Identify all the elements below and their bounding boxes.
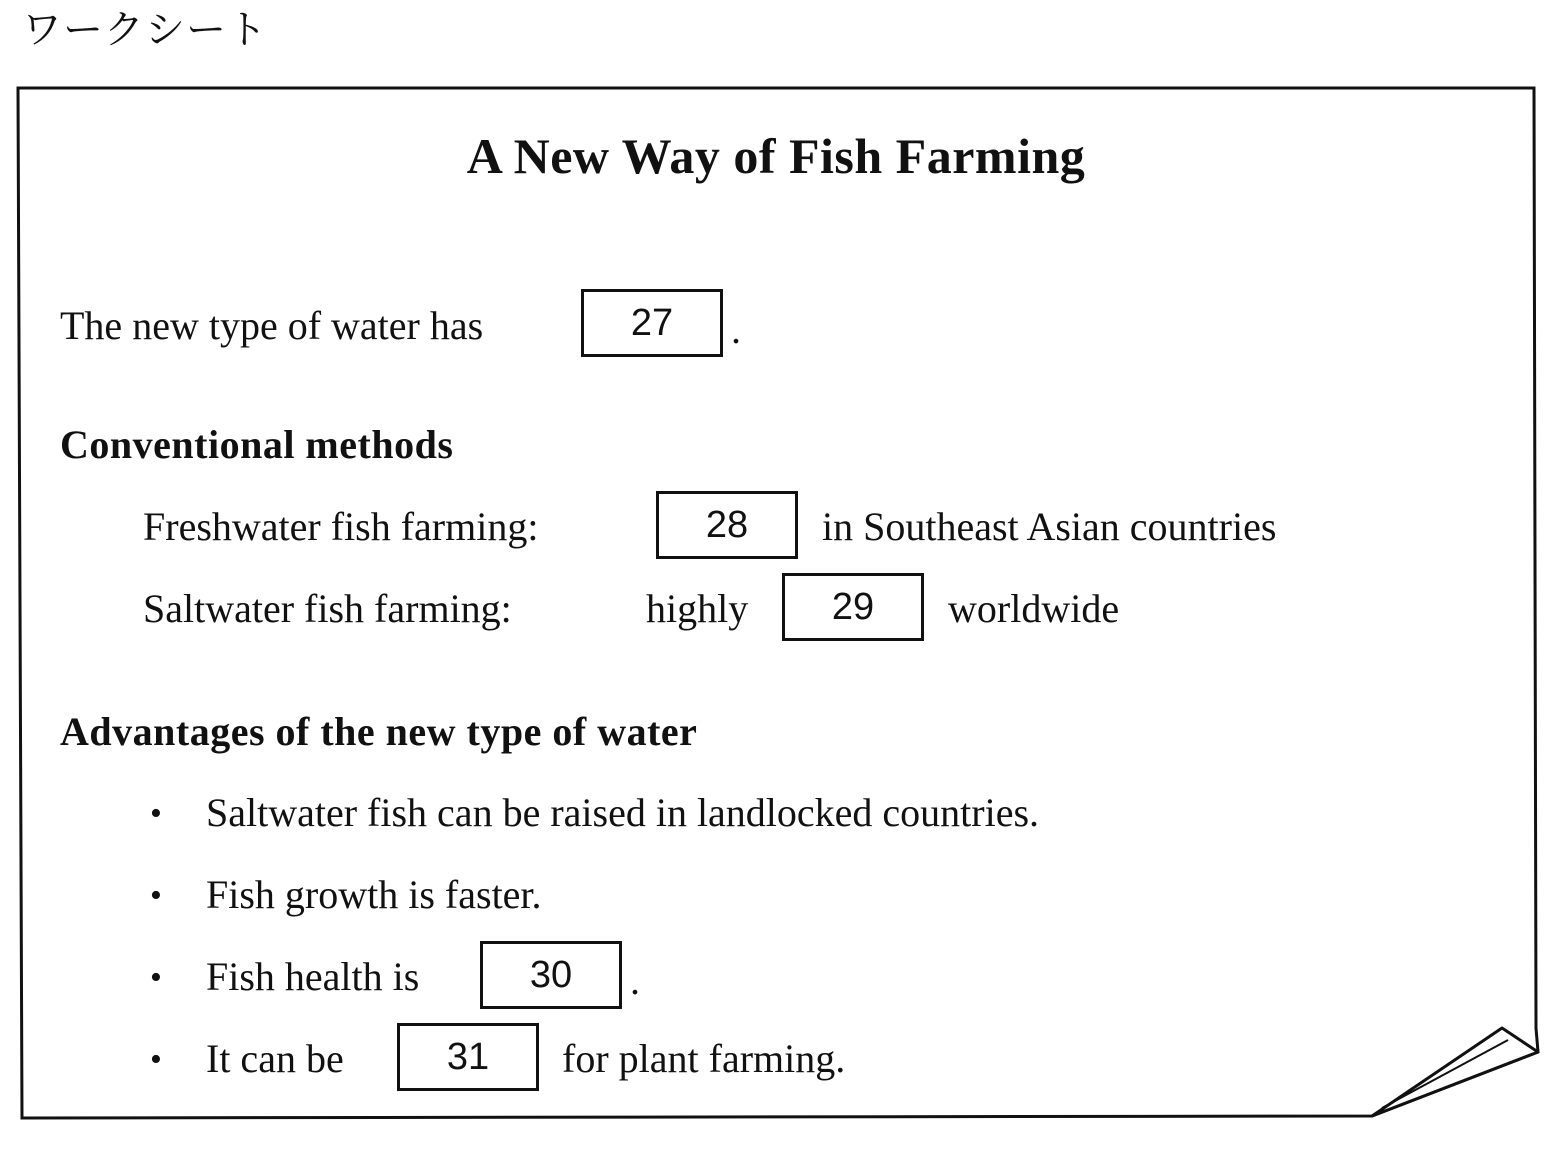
advantages-heading: Advantages of the new type of water <box>60 709 698 754</box>
answer-box-30[interactable]: 30 <box>480 941 622 1009</box>
worksheet-title: A New Way of Fish Farming <box>466 128 1086 184</box>
intro-period: . <box>731 307 741 352</box>
page-curl <box>1372 1028 1538 1116</box>
worksheet-label: ワークシート <box>22 7 268 53</box>
answer-box-29[interactable]: 29 <box>782 573 924 641</box>
saltwater-worldwide: worldwide <box>948 586 1120 631</box>
freshwater-region: in Southeast Asian countries <box>822 504 1277 549</box>
advantage-item-3-period: . <box>630 958 640 1003</box>
bullet-2: • <box>150 877 162 914</box>
answer-box-31[interactable]: 31 <box>397 1023 539 1091</box>
bullet-3: • <box>150 959 162 996</box>
answer-box-27[interactable]: 27 <box>581 289 723 357</box>
bullet-1: • <box>150 795 162 832</box>
bullet-4: • <box>150 1041 162 1078</box>
freshwater-label: Freshwater fish farming: <box>143 504 539 549</box>
advantage-item-3: Fish health is <box>206 954 420 999</box>
advantage-item-4: It can be <box>206 1036 344 1081</box>
conventional-methods-heading: Conventional methods <box>60 422 454 467</box>
page-curl-fold <box>1382 1040 1508 1108</box>
answer-box-28[interactable]: 28 <box>656 491 798 559</box>
intro-text: The new type of water has <box>60 303 484 348</box>
advantage-item-4-tail: for plant farming. <box>562 1036 846 1081</box>
saltwater-label: Saltwater fish farming: <box>143 586 512 631</box>
advantage-item-2: Fish growth is faster. <box>206 872 542 917</box>
advantage-item-1: Saltwater fish can be raised in landlocked countries. <box>206 790 1040 835</box>
saltwater-highly: highly <box>646 586 749 631</box>
